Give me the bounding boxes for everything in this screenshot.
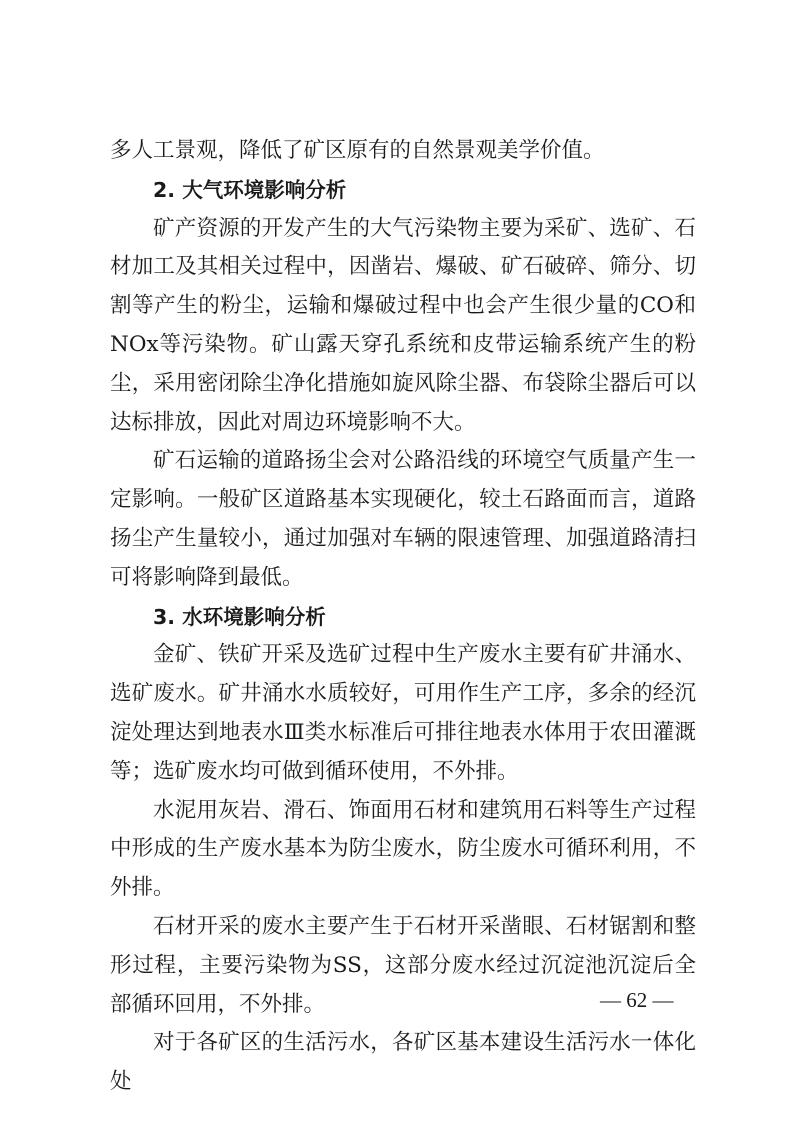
body-paragraph: 矿产资源的开发产生的大气污染物主要为采矿、选矿、石材加工及其相关过程中，因凿岩、爆破、矿石破碎、筛分、切割等产生的粉尘，运输和爆破过程中也会产生很少量的CO和NOx等污染物。矿山露天穿孔系统和皮带运输系统产生的粉尘，采用密闭除尘净化措施如旋风除尘器、布袋除尘器后可以达标排放，因此对周边环境影响不大。 (110, 215, 696, 435)
page-number: — 62 — (600, 988, 674, 1012)
document-body (110, 132, 696, 1102)
body-paragraph: 多人工景观，降低了矿区原有的自然景观美学价值。 (110, 138, 605, 163)
section-heading: 2. 大气环境影响分析 (153, 177, 347, 202)
body-paragraph: 矿石运输的道路扬尘会对公路沿线的环境空气质量产生一定影响。一般矿区道路基本实现硬化，较土石路面而言，道路扬尘产生量较小，通过加强对车辆的限速管理、加强道路清扫可将影响降到最低。 (110, 448, 696, 590)
body-paragraph: 水泥用灰岩、滑石、饰面用石材和建筑用石料等生产过程中形成的生产废水基本为防尘废水，防尘废水可循环利用，不外排。 (110, 797, 696, 901)
body-paragraph: 对于各矿区的生活污水，各矿区基本建设生活污水一体化处 (110, 1030, 696, 1095)
body-paragraph: 石材开采的废水主要产生于石材开采凿眼、石材锯割和整形过程，主要污染物为SS，这部分废水经过沉淀池沉淀后全部循环回用，不外排。 (110, 913, 696, 1017)
body-paragraph: 金矿、铁矿开采及选矿过程中生产废水主要有矿井涌水、选矿废水。矿井涌水水质较好，可用作生产工序，多余的经沉淀处理达到地表水Ⅲ类水标准后可排往地表水体用于农田灌溉等；选矿废水均可做到循环使用，不外排。 (110, 642, 696, 784)
section-heading: 3. 水环境影响分析 (153, 604, 326, 629)
